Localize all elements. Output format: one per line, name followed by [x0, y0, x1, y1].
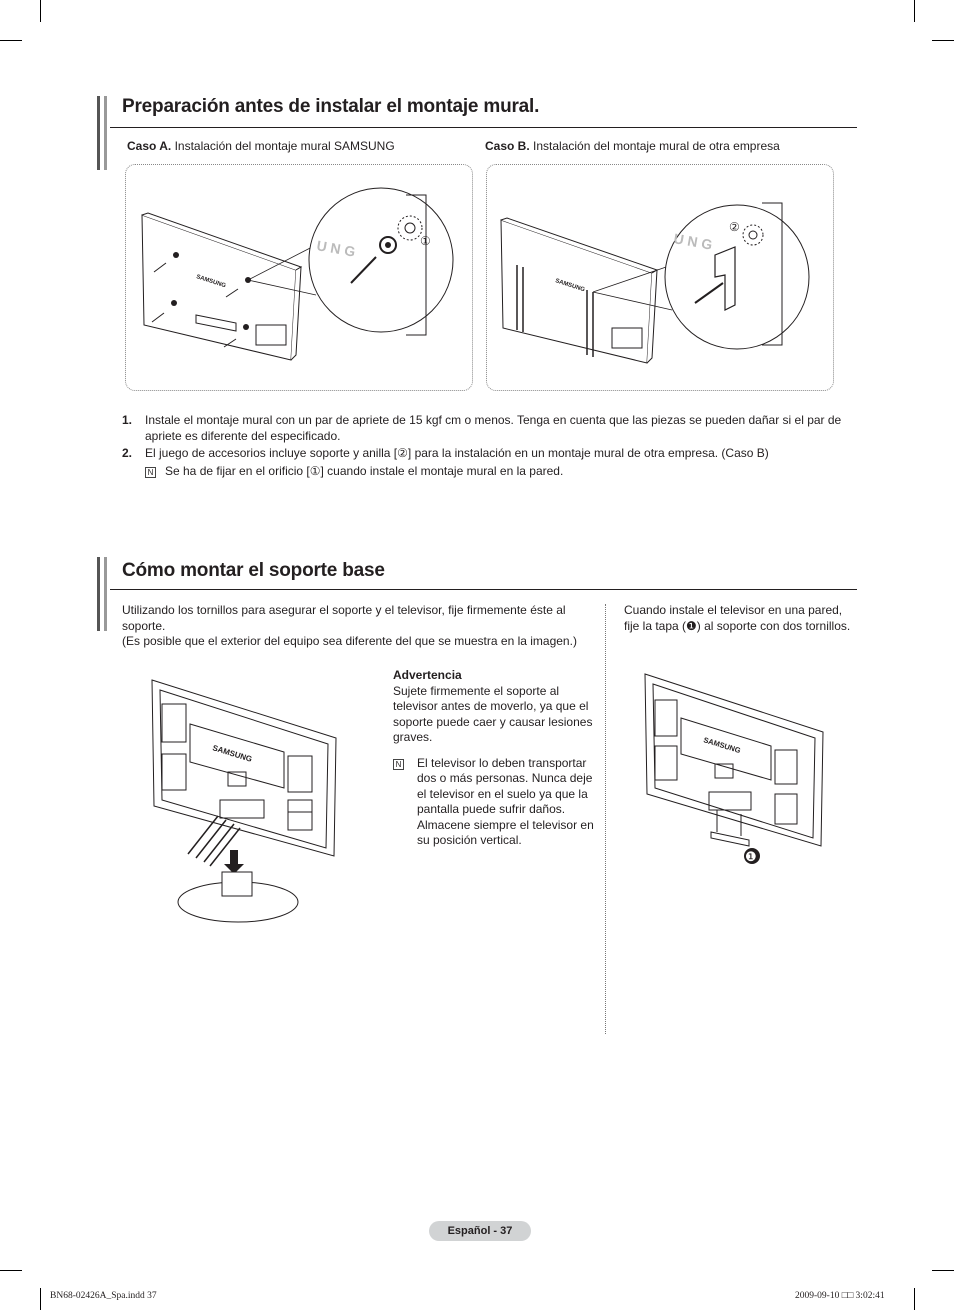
case-b-caption	[485, 139, 780, 155]
list-note-text: Se ha de fijar en el orificio [①] cuando instale el montaje mural en la pared.	[165, 463, 564, 478]
column-divider	[605, 604, 606, 1034]
list-item-text: El juego de accesorios incluye soporte y anilla [②] para la instalación en un montaje mural de otra empresa. (Caso B)	[145, 446, 769, 460]
list-item	[122, 413, 858, 444]
down-arrow	[224, 850, 244, 874]
section2-rule	[110, 589, 857, 590]
case-a-text: Instalación del montaje mural SAMSUNG	[174, 139, 395, 153]
footer-file-name: BN68-02426A_Spa.indd 37	[50, 1291, 157, 1301]
case-b-text: Instalación del montaje mural de otra empresa	[533, 139, 780, 153]
case-b-label: Caso B.	[485, 139, 530, 153]
note-icon: N	[145, 467, 156, 478]
list-note	[122, 464, 858, 480]
instruction-list	[122, 413, 858, 479]
intro-line-1: Utilizando los tornillos para asegurar el soporte y el televisor, fije firmemente éste al soporte.	[122, 603, 566, 633]
footer-timestamp: 2009-09-10 □□ 3:02:41	[795, 1291, 885, 1301]
stand-diagram	[148, 676, 340, 924]
intro-line-2: (Es posible que el exterior del equipo sea diferente del que se muestra en la imagen.)	[122, 634, 577, 648]
tv-brand-a: SAMSUNG	[195, 274, 227, 290]
list-item	[122, 446, 858, 462]
zoom-label-b: U N G	[672, 230, 714, 253]
section2-right-text: Cuando instale el televisor en una pared, fije la tapa (❶) al soporte con dos tornillos.	[624, 603, 851, 633]
section2-bar	[97, 557, 100, 631]
page-number-pill: Español - 37	[429, 1221, 531, 1241]
case-a-caption	[127, 139, 395, 155]
note-icon: N	[393, 759, 404, 770]
section1-bar-2	[104, 96, 107, 170]
warning-title: Advertencia	[393, 668, 462, 682]
stand-neck	[222, 872, 252, 896]
callout-1-a: ①	[420, 234, 431, 248]
case-a-label: Caso A.	[127, 139, 172, 153]
section2-bar-2	[104, 557, 107, 631]
list-item-num: 1.	[122, 413, 133, 427]
case-b-diagram	[487, 165, 831, 388]
zoom-circle-b	[665, 203, 809, 349]
warning-note	[393, 756, 601, 849]
warning-block	[393, 668, 601, 849]
zoom-circle-a	[309, 188, 453, 335]
case-a-diagram	[126, 165, 470, 388]
warning-text: Sujete firmemente el soporte al televisor antes de moverlo, ya que el soporte puede caer y causar lesiones graves.	[393, 683, 593, 744]
warning-note-text: El televisor lo deben transportar dos o más personas. Nunca deje el televisor en el suelo ya que la pantalla puede sufrir daños. Almacene siempre el televisor en su posición vertical.	[417, 755, 594, 847]
callout-2-b: ②	[729, 220, 740, 234]
cover-callout-1: ❶	[745, 849, 757, 864]
section1-rule	[110, 127, 857, 128]
section2-intro	[122, 603, 592, 650]
cover-tv-brand: SAMSUNG	[702, 735, 742, 756]
section2-title: Cómo montar el soporte base	[122, 560, 385, 581]
section1-title: Preparación antes de instalar el montaje mural.	[122, 96, 540, 117]
stand-tv-brand: SAMSUNG	[211, 743, 254, 764]
cover-diagram	[641, 670, 827, 866]
list-item-num: 2.	[122, 446, 133, 460]
section1-bar	[97, 96, 100, 170]
tv-brand-b: SAMSUNG	[554, 278, 586, 294]
list-item-text: Instale el montaje mural con un par de apriete de 15 kgf cm o menos. Tenga en cuenta que las piezas se pueden dañar si el par de apriete es diferente del especificado.	[145, 413, 842, 443]
zoom-label-a: U N G	[315, 237, 357, 260]
